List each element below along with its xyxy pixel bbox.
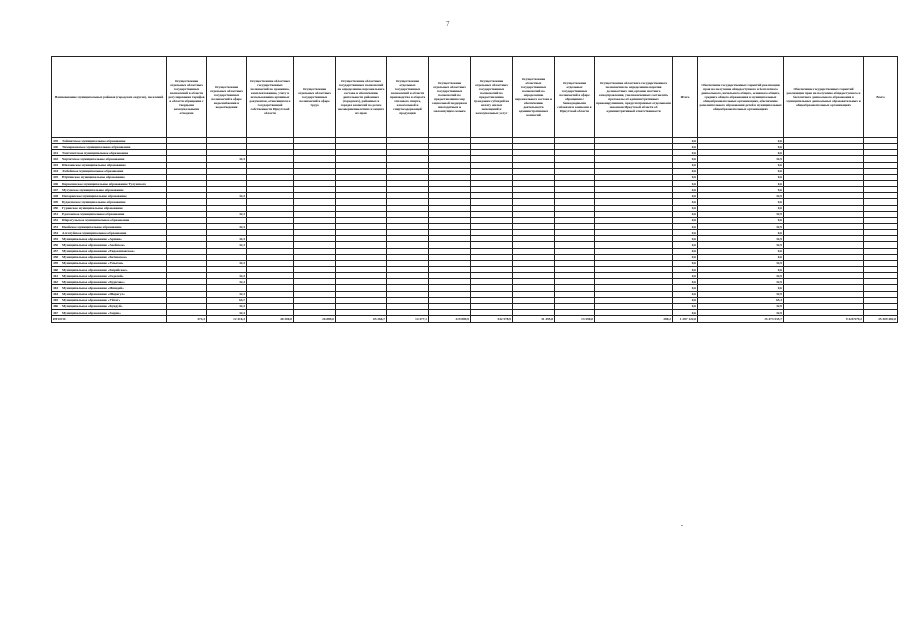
row-number: 454 [53, 230, 59, 235]
header-col-1: Осуществление отдельных областных государственных полномочий в области регулирования тарифов в области обращения с твердыми коммунальными отходами [167, 57, 207, 138]
header-row [52, 57, 898, 138]
row-number: 441 [53, 150, 59, 155]
value-cell: 32,9 [698, 273, 784, 279]
value-cell: 64,7 [207, 297, 247, 303]
row-number: 455 [53, 236, 59, 241]
value-cell: 32,9 [698, 242, 784, 248]
value-cell: 0,6 [698, 187, 784, 193]
municipality-name: Мугунское муниципальное образование [62, 187, 124, 192]
value-cell: 32,3 [207, 242, 247, 248]
value-cell: 0,6 [673, 156, 698, 162]
value-cell: 32,3 [207, 291, 247, 297]
value-cell: 0,6 [673, 162, 698, 168]
municipality-name: Бирюсинское муниципальное образование Тулунского [62, 181, 146, 186]
row-number: 456 [53, 242, 59, 247]
value-cell: 32,9 [698, 223, 784, 229]
value-cell: 32,9 [698, 279, 784, 285]
value-cell: 32,9 [698, 309, 784, 315]
row-number: 467 [53, 310, 59, 315]
header-col-2: Осуществление отдельных областных государственных полномочий в сфере водоснабжения и водоотведения [207, 57, 247, 138]
value-cell: 0,6 [698, 205, 784, 211]
value-cell: 0,6 [673, 211, 698, 217]
value-cell: 0,6 [698, 180, 784, 186]
value-cell: 0,6 [673, 260, 698, 266]
value-cell: 32,3 [207, 223, 247, 229]
value-cell: 32,3 [207, 193, 247, 199]
municipality-name: Эмбейское муниципальное образование [62, 169, 124, 174]
municipality-name: Муниципальное образование «Харик» [62, 310, 122, 315]
municipality-name: Будаговское муниципальное образование [62, 199, 126, 204]
municipality-name: Шелаевское муниципальное образование [62, 163, 126, 168]
scan-speck [681, 525, 683, 526]
value-cell: 0,6 [698, 174, 784, 180]
subvention-table [51, 56, 898, 323]
municipality-name: Муниципальное образование «Будагово» [62, 279, 125, 284]
row-number: 447 [53, 187, 59, 192]
header-col-11: Осуществление областного государственного полномочия по определению перечня должностных лиц органов местного самоуправления, уполномоченных составлять протоколы об административных правонарушениях, предусмотренных отдельными законами Иркутской области об административной ответственности [595, 57, 673, 138]
row-number: 464 [53, 292, 59, 297]
header-col-4: Осуществление отдельных областных государственных полномочий в сфере труда [294, 57, 336, 138]
value-cell: 0,6 [673, 279, 698, 285]
total-value-cell: 15 473 535,7 [698, 316, 784, 323]
value-cell: 0,6 [673, 150, 698, 156]
row-number: 446 [53, 181, 59, 186]
municipality-name: Едогонское муниципальное образование [62, 212, 125, 217]
value-cell: 0,6 [673, 291, 698, 297]
municipality-name: Алгатуйское муниципальное образование [62, 230, 127, 235]
value-cell: 32,3 [207, 309, 247, 315]
value-cell: 0,6 [698, 150, 784, 156]
municipality-name: Муниципальное образование «Аршан» [62, 236, 122, 241]
municipality-name: Муниципальное образование «Уйгат» [62, 298, 121, 303]
value-cell: 0,6 [673, 217, 698, 223]
municipality-name: Черчетское муниципальное образование [62, 156, 125, 161]
municipality-name: Шерагульское муниципальное образование [62, 218, 130, 223]
value-cell: 65,3 [698, 297, 784, 303]
municipality-name: Муниципальное образование «Азейское» [62, 242, 126, 247]
value-cell: 0,6 [673, 236, 698, 242]
value-cell: 0,6 [698, 144, 784, 150]
row-number: 444 [53, 169, 59, 174]
row-number: 450 [53, 206, 59, 211]
total-label: ИТОГО: [52, 316, 167, 323]
value-cell: 0,6 [673, 273, 698, 279]
header-col-3: Осуществление областных государственных полномочий по хранению, комплектованию, учету и использованию архивных документов, относящихся к государственной собственности Иркутской области [247, 57, 294, 138]
municipality-name: Муниципальное образование «Ишидей» [62, 285, 124, 290]
header-col-8: Осуществление отдельных областных государственных полномочий по предоставлению гражданам субсидий на оплату жилых помещений и коммунальных услуг [471, 57, 513, 138]
value-cell: 0,6 [673, 297, 698, 303]
row-number: 453 [53, 224, 59, 229]
municipality-name: Муниципальное образование «Кундуй» [62, 304, 123, 309]
row-number: 449 [53, 199, 59, 204]
row-number: 466 [53, 304, 59, 309]
value-cell: 32,3 [207, 273, 247, 279]
value-cell: 0,6 [673, 174, 698, 180]
total-value-cell: 219 889,9 [429, 316, 471, 323]
municipality-name: Муниципальное образование «Гадалей» [62, 273, 124, 278]
value-cell: 0,6 [673, 168, 698, 174]
value-cell: 32,9 [698, 156, 784, 162]
value-cell: 32,3 [207, 156, 247, 162]
header-col-7: Осуществление отдельных областных государственных полномочий по предоставлению мер социальной поддержки многодетным и малоимущим семьям [429, 57, 471, 138]
total-value-cell: 26 889,0 [294, 316, 336, 323]
row-number: 465 [53, 298, 59, 303]
row-number: 461 [53, 273, 59, 278]
municipality-name: Писаревское муниципальное образование [62, 193, 127, 198]
total-value-cell: 25 309 482,8 [864, 316, 898, 323]
row-number: 452 [53, 218, 59, 223]
row-number: 443 [53, 163, 59, 168]
header-grand-total: Всего [864, 57, 898, 138]
total-value-cell: 374,3 [167, 316, 207, 323]
header-col-13: Обеспечение государственных гарантий реализации прав на получение общедоступного и бесплатного дошкольного, начального общего, основного общего, среднего общего образования в муниципальных общеобразовательных организациях, обеспечение дополнительного образования детей в муниципальных общеобразовательных организациях [698, 57, 784, 138]
header-subtotal: Итого [673, 57, 698, 138]
municipality-name: Тайшетское муниципальное образование [62, 138, 126, 143]
municipality-name: Икейское муниципальное образование [62, 224, 122, 229]
row-number: 460 [53, 267, 59, 272]
value-cell: 0,6 [673, 193, 698, 199]
total-value-cell: 14 377,1 [387, 316, 429, 323]
value-cell: 0,6 [673, 266, 698, 272]
value-cell: 0,6 [698, 162, 784, 168]
municipality-name: Муниципальное образование «Евдокимовское» [62, 249, 135, 254]
value-cell: 0,6 [673, 303, 698, 309]
value-cell: 32,9 [698, 236, 784, 242]
total-value-cell: 12 316,3 [207, 316, 247, 323]
header-col-10: Осуществление отдельных государственных полномочий в сфере обращения с безнадзорными собаками и кошками в Иркутской области [555, 57, 595, 138]
row-number: 440 [53, 144, 59, 149]
value-cell: 0,6 [698, 217, 784, 223]
page-number: 7 [446, 20, 450, 28]
value-cell: 0,6 [698, 199, 784, 205]
value-cell: 0,6 [698, 285, 784, 291]
municipality-name: Муниципальное образование «Шерагул» [62, 292, 126, 297]
total-value-cell: 13 590,0 [555, 316, 595, 323]
row-number: 445 [53, 175, 59, 180]
value-cell: 0,6 [698, 138, 784, 144]
value-cell: 32,9 [698, 260, 784, 266]
value-cell: 32,3 [207, 303, 247, 309]
row-number: 442 [53, 156, 59, 161]
municipality-name: Юртинское муниципальное образование [62, 175, 125, 180]
total-value-cell: 1 287 122,8 [673, 316, 698, 323]
value-cell: 0,6 [673, 242, 698, 248]
total-value-cell: 40 200,0 [247, 316, 294, 323]
value-cell: 0,6 [673, 180, 698, 186]
value-cell: 0,6 [673, 230, 698, 236]
value-cell: 32,3 [207, 279, 247, 285]
total-value-cell: 65 266,7 [336, 316, 387, 323]
municipality-name: Муниципальное образование «Умыган» [62, 261, 124, 266]
row-number: 458 [53, 255, 59, 260]
row-number: 463 [53, 285, 59, 290]
table-body [52, 138, 898, 323]
value-cell: 0,6 [673, 248, 698, 254]
row-number: 439 [53, 138, 59, 143]
appendix-table-sheet [51, 56, 896, 323]
value-cell: 32,9 [698, 303, 784, 309]
row-number: 459 [53, 261, 59, 266]
value-cell: 0,6 [698, 168, 784, 174]
value-cell: 0,6 [673, 144, 698, 150]
municipality-name: Тамтачетское муниципальное образование [62, 150, 129, 155]
municipality-name: Муниципальное образование «Кирейское» [62, 267, 128, 272]
row-number: 448 [53, 193, 59, 198]
value-cell: 32,3 [207, 236, 247, 242]
value-cell: 32,3 [207, 260, 247, 266]
total-value-cell: 31 495,8 [513, 316, 555, 323]
value-cell: 32,3 [207, 211, 247, 217]
row-number: 462 [53, 279, 59, 284]
value-cell: 0,6 [673, 199, 698, 205]
value-cell: 0,6 [673, 138, 698, 144]
header-col-9: Осуществление областных государственных полномочий по определению персонального состава и обеспечению деятельности административных комиссий [513, 57, 555, 138]
value-cell: 0,6 [673, 205, 698, 211]
municipality-name: Гуранское муниципальное образование [62, 206, 123, 211]
header-col-5: Осуществление областных государственных полномочий по определению персонального состава и обеспечению деятельности районных (городских), районных в городах комиссий по делам несовершеннолетних и защите их прав [336, 57, 387, 138]
header-municipality: Наименование муниципальных районов (городских округов), поселений [52, 57, 167, 138]
total-value-cell: 280,2 [595, 316, 673, 323]
value-cell: 0,6 [698, 254, 784, 260]
header-col-14: Обеспечение государственных гарантий реализации прав на получение общедоступного и бесплатного дошкольного образования в муниципальных дошкольных образовательных и общеобразовательных организациях [784, 57, 864, 138]
value-cell: 0,6 [673, 285, 698, 291]
total-value-cell: 9 420 979,2 [784, 316, 864, 323]
total-value-cell: 542 578,9 [471, 316, 513, 323]
municipality-name: Тимирязевское муниципальное образование [62, 144, 131, 149]
value-cell: 32,9 [698, 193, 784, 199]
value-cell: 0,6 [698, 248, 784, 254]
row-number: 457 [53, 249, 59, 254]
value-cell: 0,6 [673, 223, 698, 229]
row-number: 451 [53, 212, 59, 217]
value-cell: 32,9 [698, 291, 784, 297]
value-cell: 32,9 [698, 211, 784, 217]
total-row [52, 316, 898, 323]
value-cell: 0,6 [673, 254, 698, 260]
value-cell: 0,6 [698, 230, 784, 236]
header-col-6: Осуществление отдельных государственных полномочий в области производства и оборота этилового спирта, алкогольной и спиртосодержащей продукции [387, 57, 429, 138]
municipality-name: Муниципальное образование «Котикское» [62, 255, 128, 260]
value-cell: 0,6 [673, 309, 698, 315]
value-cell: 0,6 [698, 266, 784, 272]
value-cell: 0,6 [673, 187, 698, 193]
